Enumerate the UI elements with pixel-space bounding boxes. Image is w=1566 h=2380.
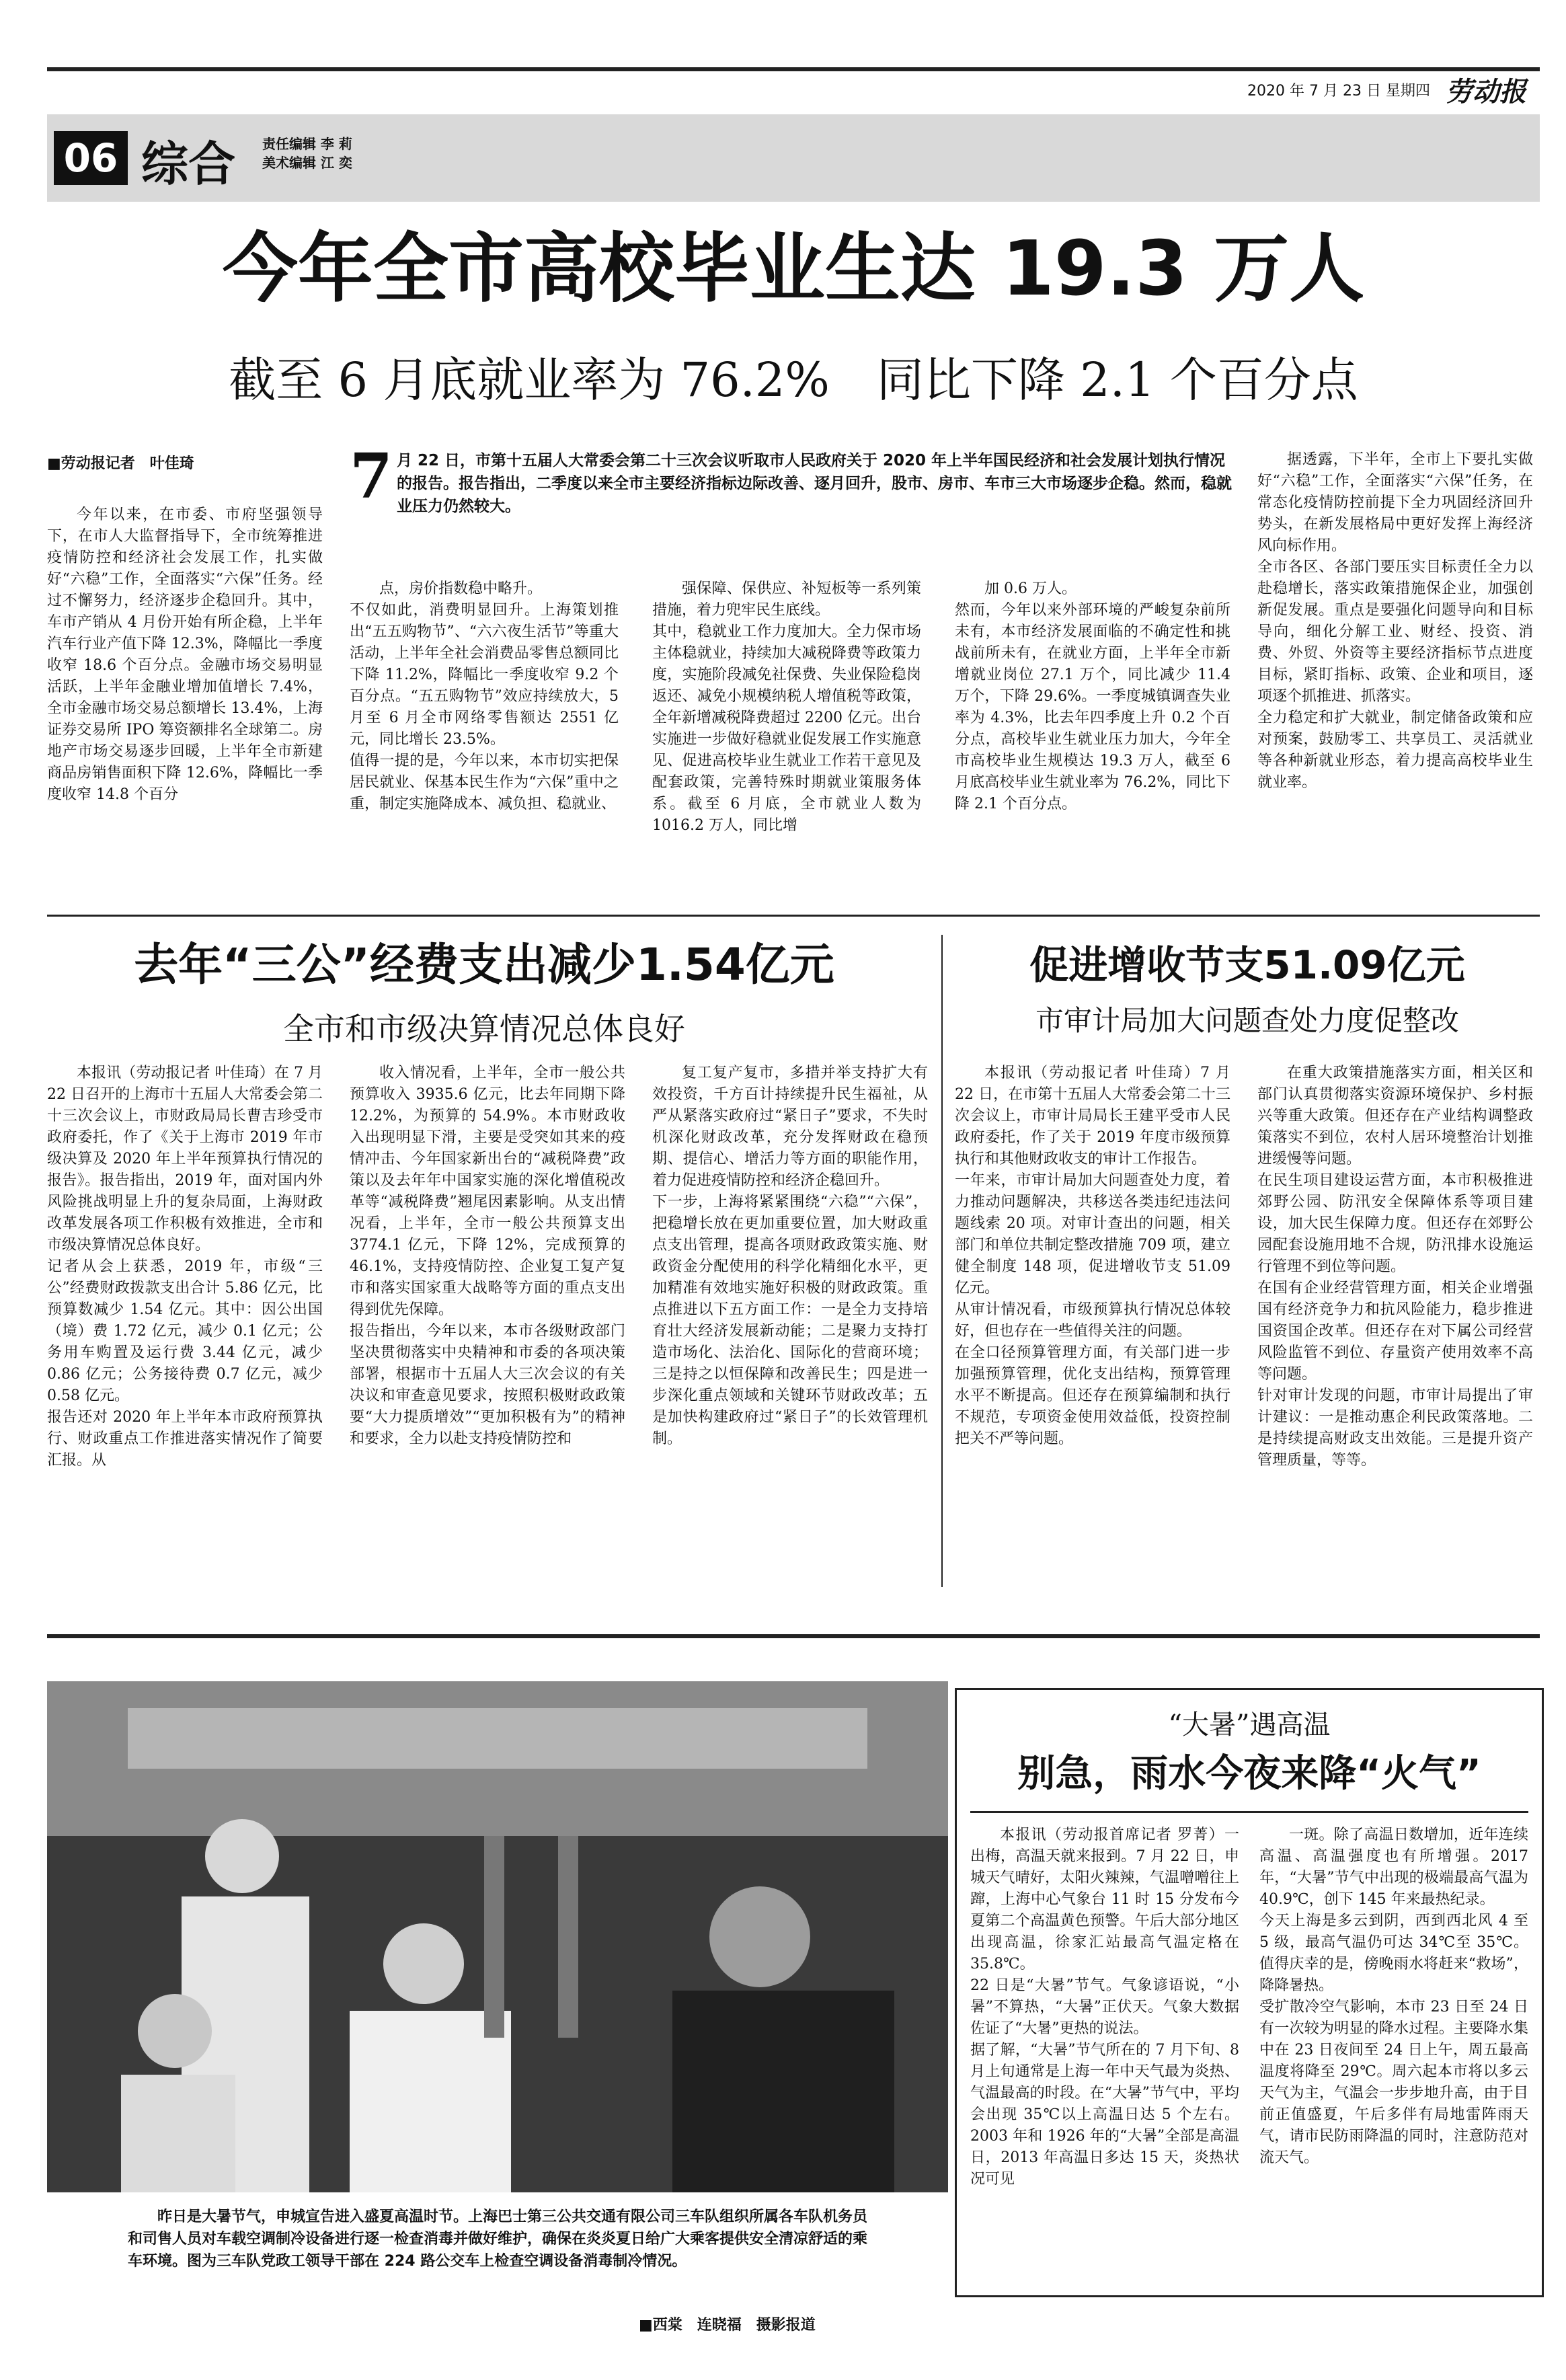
heat-divider <box>970 1811 1528 1813</box>
heat-kicker: “大暑”遇高温 <box>1168 1710 1331 1740</box>
lead-headline: 今年全市高校毕业生达 19.3 万人 <box>222 225 1365 313</box>
divider <box>47 915 1540 917</box>
lead-column-3: 强保障、保供应、补短板等一系列策措施，着力兜牢民生底线。 其中，稳就业工作力度加大。全力保市场主体稳就业，持续加大减税降费等政策力度，实施阶段减免社保费、失业保险稳岗返还、减免小规模纳税人增值税等政策，全年新增减税降费超过 2200 亿元。出台实施进一步做好稳就业促发展工作实施意见、促进高校毕业生就业工作若干意见及配套政策，完善特殊时期就业策服务体系。截至 6 月底，全市就业人数为 1016.2 万人，同比增 <box>652 580 921 834</box>
lead-byline: ■劳动报记者 叶佳琦 <box>47 455 194 472</box>
section-number: 06 <box>54 131 128 185</box>
sangong-subhead: 全市和市级决算情况总体良好 <box>283 1011 685 1047</box>
photo-credit: ■西棠 连晓福 摄影报道 <box>639 2317 816 2334</box>
lead-column-5: 据透露，下半年，全市上下要扎实做好“六稳”工作，全面落实“六保”任务，在常态化疫情防控前提下全力巩固经济回升势头，在新发展格局中更好发挥上海经济风向标作用。 全市各区、各部门要压实目标责任全力以赴稳增长，落实政策措施保企业，加强创新促发展。重点是要强化问题导向和目标导向，细化分解工业、财经、投资、消费、外贸、外资等主要经济指标节点进度目标，紧盯指标、政策、企业和项目，逐项逐个抓推进、抓落实。 全力稳定和扩大就业，制定储备政策和应对预案，鼓励零工、共享员工、灵活就业等各种新就业形态，着力提高高校毕业生就业率。 <box>1257 451 1533 791</box>
heat-story-box <box>955 1688 1544 2297</box>
editor-line: 美术编辑 江 奕 <box>262 155 352 171</box>
audit-subhead: 市审计局加大问题查处力度促整改 <box>1035 1004 1459 1037</box>
lead-column-4: 加 0.6 万人。 然而，今年以来外部环境的严峻复杂前所未有，本市经济发展面临的不确定性和挑战前所未有，在就业方面，上半年全市新增就业岗位 27.1 万个，同比减少 11.4 万个，下降 29.6%。一季度城镇调查失业率为 4.3%，比去年四季度上升 0.2 个百分点，高校毕业生就业压力加大，今年全市高校毕业生规模达 19.3 万人，截至 6 月底高校毕业生就业率为 76.2%，同比下降 2.1 个百分点。 <box>955 580 1230 812</box>
heat-column-2: 一斑。除了高温日数增加，近年连续高温、高温强度也有所增强。2017 年，“大暑”节气中出现的极端最高气温为 40.9℃，创下 145 年来最热纪录。 今天上海是多云到阴，西到西北风 4 至 5 级，最高气温仍可达 34℃至 35℃。值得庆幸的是，傍晚雨水将赶来“救场”，降降暑热。 受扩散冷空气影响，本市 23 日至 24 日有一次较为明显的降水过程。主要降水集中在 23 日夜间至 24 日上午，周五最高温度将降至 29℃。周六起本市将以多云天气为主，气温会一步步地升高，由于目前正值盛夏，午后多伴有局地雷阵雨天气，请市民防雨降温的同时，注意防范对流天气。 <box>1259 1827 1528 2166</box>
lead-intro: 月 22 日，市第十五届人大常委会第二十三次会议听取市人民政府关于 2020 年上半年国民经济和社会发展计划执行情况的报告。报告指出，二季度以来全市主要经济指标边际改善、逐月回升，股市、房市、车市三大市场逐步企稳。然而，稳就业压力仍然较大。 <box>397 452 1232 515</box>
heat-column-1: 本报讯（劳动报首席记者 罗菁）一出梅，高温天就来报到。7 月 22 日，申城天气晴好，太阳火辣辣，气温噌噌往上蹿，上海中心气象台 11 时 15 分发布今夏第二个高温黄色预警。午后大部分地区出现高温，徐家汇站最高气温定格在 35.8℃。 22 日是“大暑”节气。气象谚语说，“小暑”不算热，“大暑”正伏天。气象大数据佐证了“大暑”更热的说法。 据了解，“大暑”节气所在的 7 月下旬、8 月上旬通常是上海一年中天气最为炎热、气温最高的时段。在“大暑”节气中，平均会出现 35℃以上高温日达 5 个左右。2003 年和 1926 年的“大暑”全部是高温日，2013 年高温日多达 15 天，炎热状况可见 <box>970 1827 1239 2188</box>
top-rule <box>47 67 1540 71</box>
audit-headline: 促进增收节支51.09亿元 <box>1029 942 1465 988</box>
audit-column-2: 在重大政策措施落实方面，相关区和部门认真贯彻落实资源环境保护、乡村振兴等重大政策。但还存在产业结构调整政策落实不到位，农村人居环境整治计划推进缓慢等问题。 在民生项目建设运营方面，本市积极推进郊野公园、防汛安全保障体系等项目建设，加大民生保障力度。但还存在郊野公园配套设施用地不合规，防汛排水设施运行管理不到位等问题。 在国有企业经营管理方面，相关企业增强国有经济竞争力和抗风险能力，稳步推进国资国企改革。但还存在对下属公司经营风险监管不到位、存量资产使用效率不高等问题。 针对审计发现的问题，市审计局提出了审计建议：一是推动惠企利民政策落地。二是持续提高财政支出效能。三是提升资产管理质量，等等。 <box>1257 1065 1533 1469</box>
section-name: 综合 <box>141 136 235 192</box>
section-band <box>47 114 1540 202</box>
photo-caption: 昨日是大暑节气，申城宣告进入盛夏高温时节。上海巴士第三公共交通有限公司三车队组织所属各车队机务员和司售人员对车载空调制冷设备进行逐一检查消毒并做好维护，确保在炎炎夏日给广大乘客提供安全清凉舒适的乘车环境。图为三车队党政工领导干部在 224 路公交车上检查空调设备消毒制冷情况。 <box>128 2209 868 2270</box>
editor-line: 责任编辑 李 莉 <box>262 136 352 152</box>
lead-column-1: 今年以来，在市委、市府坚强领导下，在市人大监督指导下，全市统筹推进疫情防控和经济社会发展工作，扎实做好“六稳”工作，全面落实“六保”任务。经过不懈努力，经济逐步企稳回升。其中，车市产销从 4 月份开始有所企稳，上半年汽车行业产值下降 12.3%，降幅比一季度收窄 18.6 个百分点。金融市场交易明显活跃，上半年金融业增加值增长 7.4%，全市金融市场交易总额增长 13.4%，上海证券交易所 IPO 筹资额排名全球第二。房地产市场交易逐步回暖，上半年全市新建商品房销售面积下降 12.6%，降幅比一季度收窄 14.8 个百分 <box>47 506 323 803</box>
sangong-column-1: 本报讯（劳动报记者 叶佳琦）在 7 月 22 日召开的上海市十五届人大常委会第二十三次会议上，市财政局局长曹吉珍受市政府委托，作了《关于上海市 2019 年市级决算及 2020 年上半年预算执行情况的报告》。报告指出，2019 年，面对国内外风险挑战明显上升的复杂局面，上海财政改革发展各项工作积极有效推进，全市和市级决算情况总体良好。 记者从会上获悉，2019 年，市级“三公”经费财政拨款支出合计 5.86 亿元，比预算数减少 1.54 亿元。其中：因公出国（境）费 1.72 亿元，减少 0.1 亿元；公务用车购置及运行费 3.44 亿元，减少 0.86 亿元；公务接待费 0.7 亿元，减少 0.58 亿元。 报告还对 2020 年上半年本市政府预算执行、财政重点工作推进落实情况作了简要汇报。从 <box>47 1065 323 1469</box>
divider <box>47 1634 1540 1638</box>
column-divider <box>941 935 943 1587</box>
lead-column-2: 点，房价指数稳中略升。 不仅如此，消费明显回升。上海策划推出“五五购物节”、“六六夜生活节”等重大活动，上半年全社会消费品零售总额同比下降 11.2%，降幅比一季度收窄 9.2 个百分点。“五五购物节”效应持续放大，5 月至 6 月全市网络零售额达 2551 亿元，同比增长 23.5%。 值得一提的是，今年以来，本市切实把保居民就业、保基本民生作为“六保”重中之重，制定实施降成本、减负担、稳就业、 <box>350 580 619 812</box>
audit-column-1: 本报讯（劳动报记者 叶佳琦）7 月 22 日，在市第十五届人大常委会第二十三次会议上，市审计局局长王建平受市人民政府委托，作了关于 2019 年度市级预算执行和其他财政收支的审计工作报告。 一年来，市审计局加大问题查处力度，着力推动问题解决，共移送各类违纪违法问题线索 20 项。对审计查出的问题，相关部门和单位共制定整改措施 709 项，建立健全制度 148 项，促进增收节支 51.09 亿元。 从审计情况看，市级预算执行情况总体较好，但也存在一些值得关注的问题。 在全口径预算管理方面，有关部门进一步加强预算管理，优化支出结构，预算管理水平不断提高。但还存在预算编制和执行不规范，专项资金使用效益低，投资控制把关不严等问题。 <box>955 1065 1230 1447</box>
photo-illustration <box>47 1681 948 2192</box>
issue-date: 2020 年 7 月 23 日 星期四 <box>1247 83 1430 100</box>
heat-headline: 别急，雨水今夜来降“火气” <box>1017 1752 1481 1796</box>
sangong-headline: 去年“三公”经费支出减少1.54亿元 <box>134 939 834 991</box>
sangong-column-2: 收入情况看，上半年，全市一般公共预算收入 3935.6 亿元，比去年同期下降 12.2%，为预算的 54.9%。本市财政收入出现明显下滑，主要是受突如其来的疫情冲击、今年国家新出台的“减税降费”政策以及去年年中国家实施的深化增值税改革等“减税降费”翘尾因素影响。从支出情况看，上半年，全市一般公共预算支出 3774.1 亿元，下降 12%，完成预算的 46.1%，支持疫情防控、企业复工复产复市和落实国家重大战略等方面的重点支出得到优先保障。 报告指出，今年以来，本市各级财政部门坚决贯彻落实中央精神和市委的各项决策部署，根据市十五届人大三次会议的有关决议和审查意见要求，按照积极财政政策要“大力提质增效”“更加积极有为”的精神和要求，全力以赴支持疫情防控和 <box>350 1065 625 1447</box>
lead-subhead: 截至 6 月底就业率为 76.2% 同比下降 2.1 个百分点 <box>229 352 1358 408</box>
sangong-column-3: 复工复产复市，多措并举支持扩大有效投资，千方百计持续提升民生福祉，从严从紧落实政府过“紧日子”要求，不失时机深化财政改革，充分发挥财政在稳预期、提信心、增活力等方面的职能作用，着力促进疫情防控和经济企稳回升。 下一步，上海将紧紧围绕“六稳”“六保”，把稳增长放在更加重要位置，加大财政重点支出管理，提高各项财政政策实施、财政资金分配使用的科学化精细化水平，更加精准有效地实施好积极的财政政策。重点推进以下五方面工作：一是全力支持培育壮大经济发展新动能；二是聚力支持打造市场化、法治化、国际化的营商环境；三是持之以恒保障和改善民生；四是进一步深化重点领域和关键环节财政改革；五是加快构建政府过“紧日子”的长效管理机制。 <box>652 1065 928 1447</box>
lead-dropcap: 7 <box>350 440 393 512</box>
section-editors <box>262 135 352 172</box>
bus-inspection-photo <box>47 1681 948 2192</box>
newspaper-logo: 劳动报 <box>1446 76 1526 108</box>
